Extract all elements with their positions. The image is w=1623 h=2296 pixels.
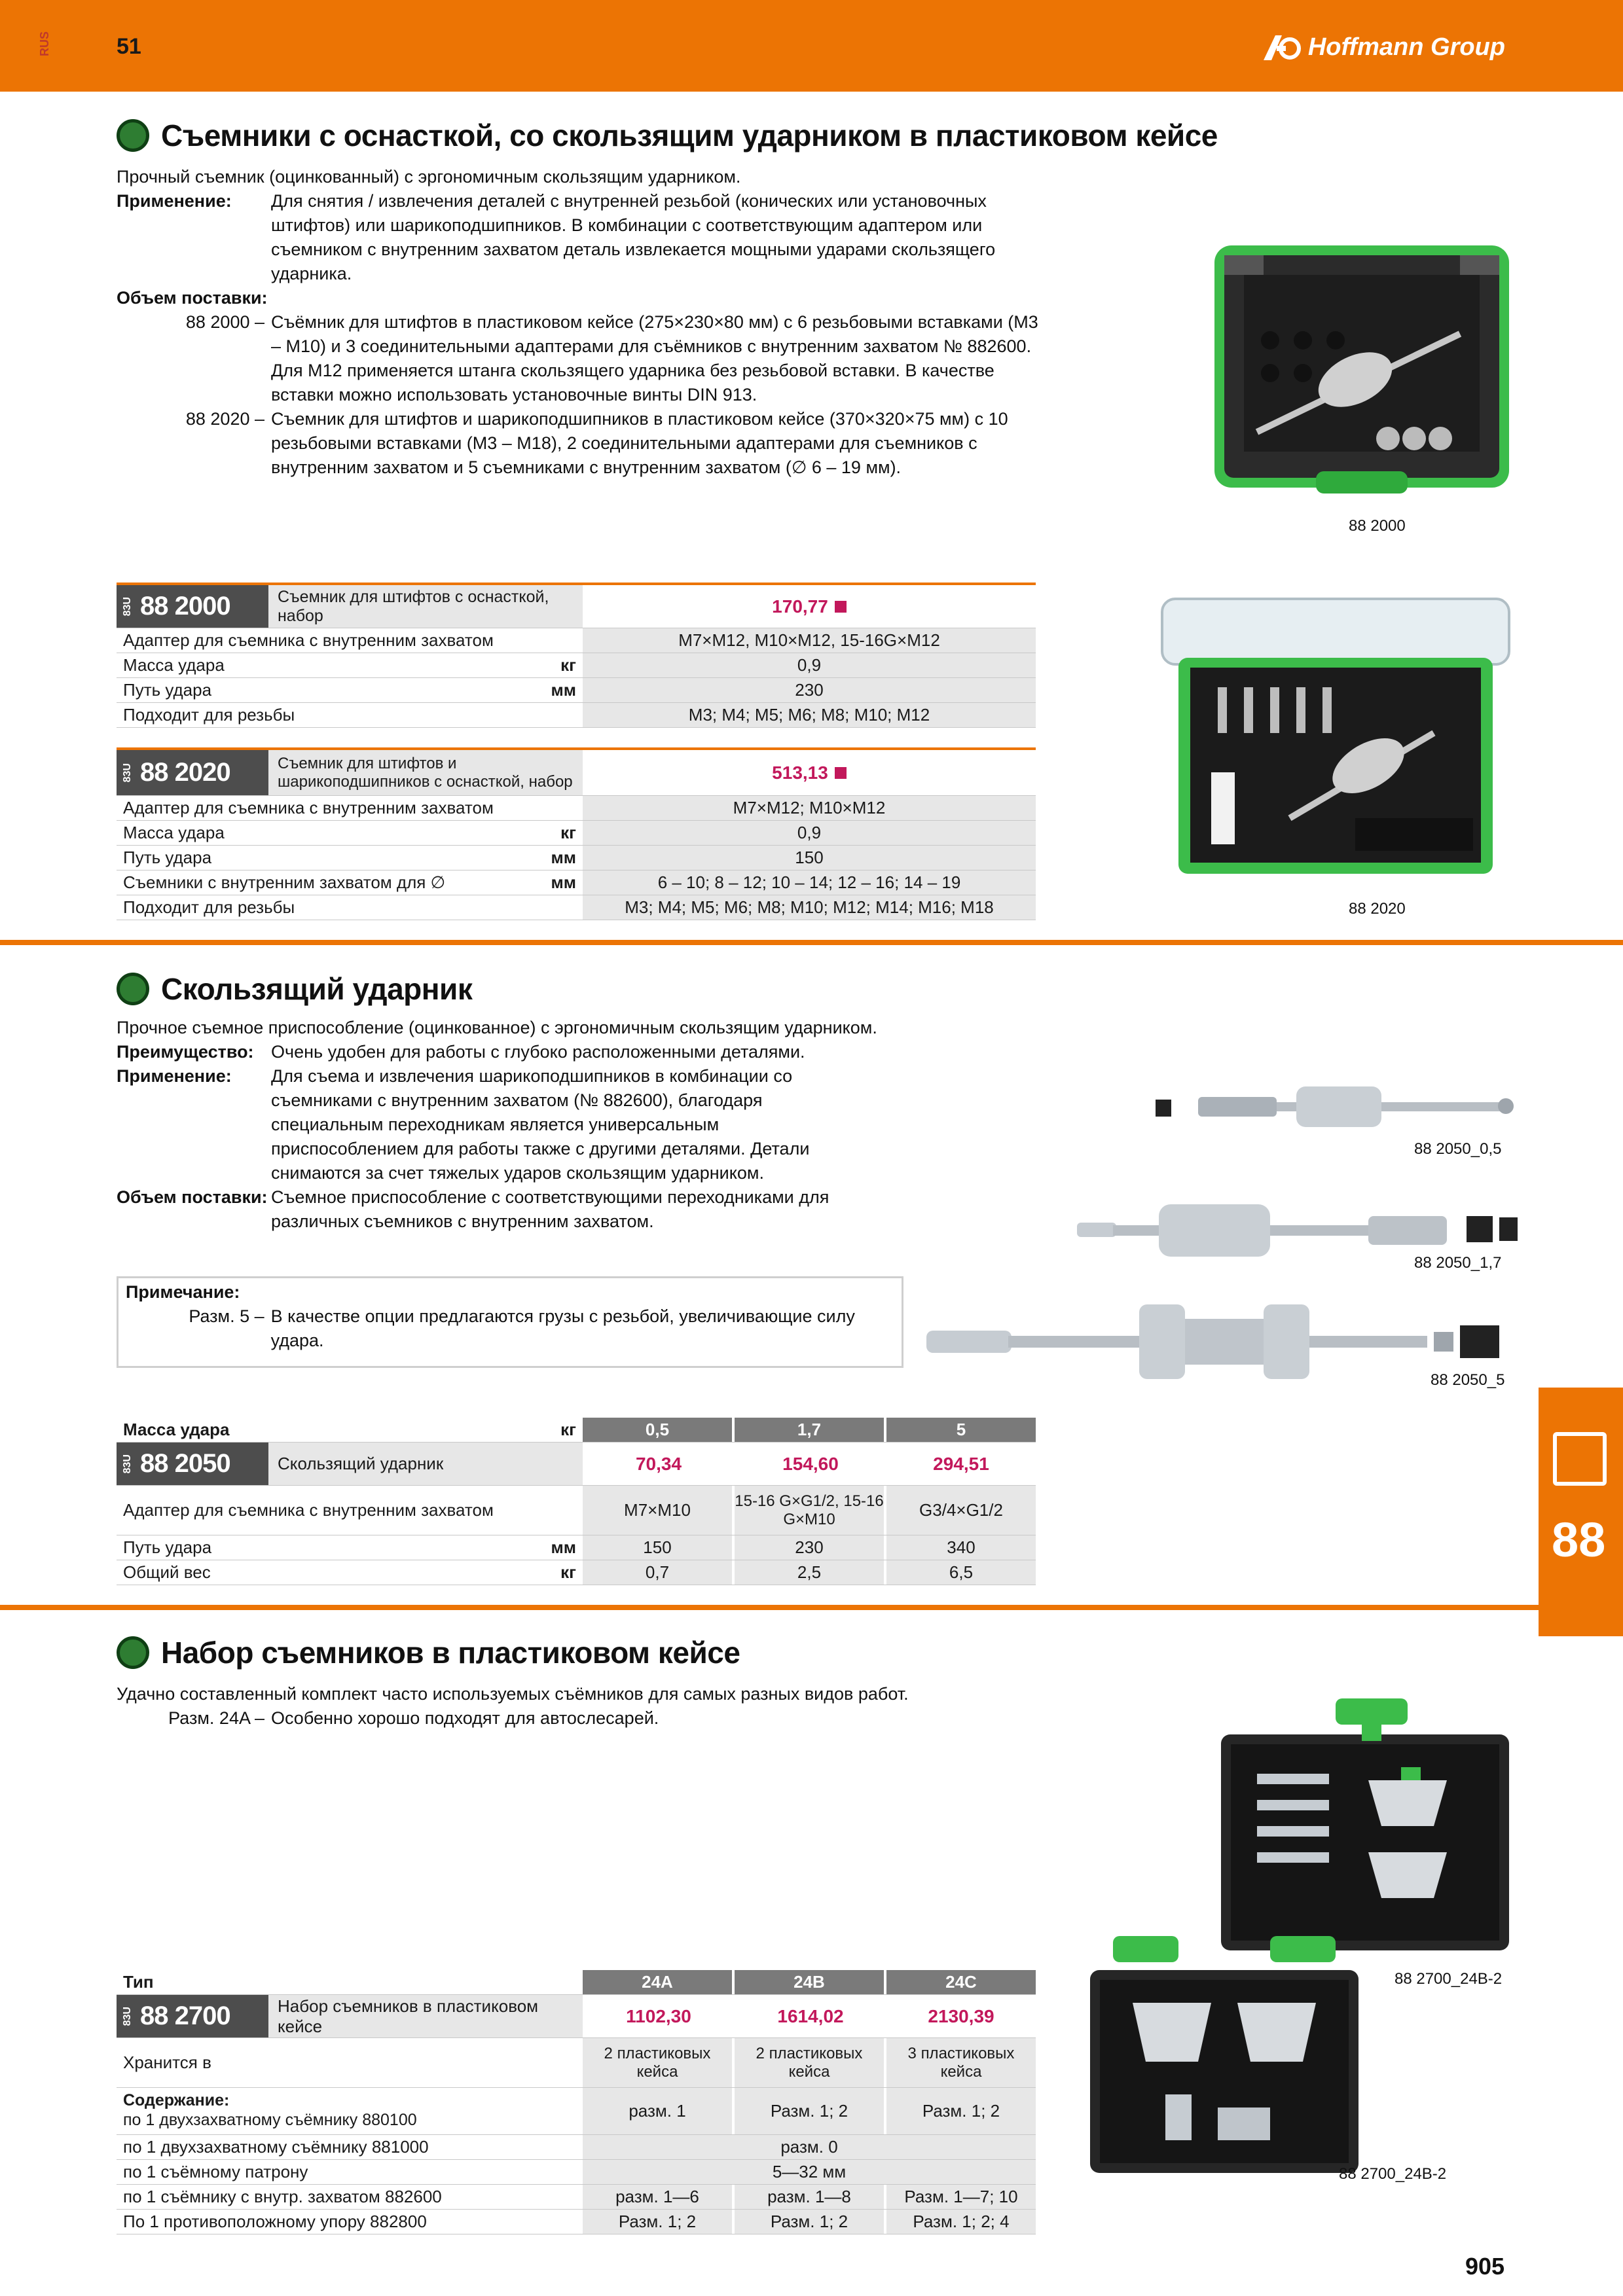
row-unit: мм bbox=[551, 872, 576, 892]
section-body bbox=[117, 165, 1046, 480]
price-marker-icon bbox=[835, 767, 847, 779]
table-row bbox=[117, 2038, 1036, 2088]
image-caption: 88 2700_24B-2 bbox=[1395, 1970, 1503, 1988]
product-name: Скользящий ударник bbox=[268, 1443, 583, 1485]
article-number-value: 88 2000 bbox=[140, 592, 230, 620]
section-bullet-icon bbox=[117, 119, 149, 152]
price: 1614,02 bbox=[777, 2005, 844, 2026]
table-row bbox=[117, 2088, 1036, 2135]
advantage-text: Очень удобен для работы с глубоко расположенными деталями. bbox=[271, 1042, 805, 1062]
supply-label: Объем поставки: bbox=[117, 1187, 268, 1207]
price: 70,34 bbox=[635, 1453, 682, 1474]
row-value: 0,9 bbox=[583, 653, 1036, 677]
section-title-slide-hammer bbox=[117, 971, 472, 1007]
row-label: Адаптер для съемника с внутренним захватом bbox=[123, 630, 494, 650]
row-unit: кг bbox=[560, 655, 576, 675]
row-label: Путь удара bbox=[123, 680, 212, 700]
row-value: разм. 0 bbox=[583, 2135, 1036, 2159]
product-image-882700-a bbox=[1218, 1695, 1512, 1970]
content-cell bbox=[117, 2088, 583, 2134]
size-text: Особенно хорошо подходят для автослесарей. bbox=[271, 1708, 659, 1728]
application-row bbox=[117, 189, 1046, 286]
row-label: Общий вес bbox=[123, 1562, 211, 1582]
row-value: 230 bbox=[583, 678, 1036, 702]
type-header: 24B bbox=[735, 1970, 884, 1994]
row-unit: кг bbox=[560, 823, 576, 842]
row-unit: мм bbox=[551, 1537, 576, 1557]
row-value: M3; M4; M5; M6; M8; M10; M12 bbox=[583, 703, 1036, 727]
row-label: Хранится в bbox=[123, 2053, 211, 2072]
row-value: 6 – 10; 8 – 12; 10 – 14; 12 – 16; 14 – 19 bbox=[583, 870, 1036, 895]
size-code: Разм. 24A – bbox=[168, 1708, 264, 1728]
type-header: 24C bbox=[886, 1970, 1036, 1994]
table-row bbox=[117, 703, 1036, 728]
supply-item bbox=[117, 310, 1046, 407]
application-row bbox=[117, 1064, 902, 1185]
table-row bbox=[117, 750, 1036, 796]
size-header: 1,7 bbox=[735, 1418, 884, 1442]
table-row bbox=[117, 821, 1036, 846]
chapter-number: 88 bbox=[1552, 1513, 1606, 1567]
row-value: 6,5 bbox=[886, 1560, 1036, 1585]
article-number bbox=[117, 585, 268, 628]
article-number bbox=[117, 1995, 268, 2037]
size-note-row bbox=[117, 1706, 1033, 1731]
section-title-puller-set bbox=[117, 1635, 740, 1670]
price: 1102,30 bbox=[626, 2005, 691, 2026]
product-image-882050-5 bbox=[923, 1299, 1519, 1384]
row-value: 2 пластиковых кейса bbox=[583, 2038, 732, 2087]
product-image-882700-b bbox=[1087, 1931, 1362, 2179]
table-row bbox=[117, 1418, 1036, 1443]
row-value: 230 bbox=[735, 1535, 884, 1560]
row-label: Адаптер для съемника с внутренним захватом bbox=[123, 1500, 494, 1520]
price bbox=[583, 750, 1036, 795]
article-number-value: 88 2050 bbox=[140, 1449, 230, 1478]
supply-label: Объем поставки: bbox=[117, 288, 268, 308]
row-value: 2 пластиковых кейса bbox=[735, 2038, 884, 2087]
section-heading: Набор съемников в пластиковом кейсе bbox=[161, 1636, 740, 1670]
product-name: Съемник для штифтов и шарикоподшипников с оснасткой, набор bbox=[268, 750, 583, 795]
supply-text: Съемное приспособление с соответствующими переходниками для различных съемников с внутренним захватом. bbox=[271, 1187, 830, 1231]
section-heading: Съемники с оснасткой, со скользящим ударником в пластиковом кейсе bbox=[161, 118, 1218, 152]
note-row bbox=[126, 1304, 898, 1353]
row-value: разм. 1—8 bbox=[735, 2185, 884, 2209]
row-label: Тип bbox=[123, 1972, 154, 1992]
row-label: Подходит для резьбы bbox=[123, 897, 295, 917]
row-value: разм. 1—6 bbox=[583, 2185, 732, 2209]
spec-table-882700 bbox=[117, 1970, 1036, 2234]
row-label: Путь удара bbox=[123, 1537, 212, 1557]
table-row bbox=[117, 628, 1036, 653]
section-divider bbox=[0, 940, 1623, 945]
row-value: Разм. 1; 2 bbox=[583, 2210, 732, 2234]
row-value: 150 bbox=[583, 846, 1036, 870]
table-row bbox=[117, 895, 1036, 920]
content-label: Содержание: bbox=[123, 2091, 230, 2109]
table-row bbox=[117, 1486, 1036, 1535]
application-label: Применение: bbox=[117, 1066, 232, 1086]
row-unit: мм bbox=[551, 848, 576, 867]
hoffmann-logo-icon bbox=[1262, 33, 1302, 62]
row-value: Разм. 1; 2 bbox=[735, 2210, 884, 2234]
row-value: Разм. 1; 2 bbox=[735, 2088, 884, 2134]
row-unit: кг bbox=[560, 1420, 576, 1439]
image-caption: 88 2700_24B-2 bbox=[1339, 2165, 1447, 2183]
article-number-value: 88 2020 bbox=[140, 758, 230, 787]
row-value: 0,9 bbox=[583, 821, 1036, 845]
row-unit: мм bbox=[551, 680, 576, 700]
image-caption: 88 2050_5 bbox=[1431, 1371, 1505, 1389]
spec-table-882000 bbox=[117, 585, 1036, 728]
brand-name: Hoffmann Group bbox=[1307, 33, 1505, 61]
product-image-882050-1-7 bbox=[1074, 1198, 1519, 1263]
row-label: Подходит для резьбы bbox=[123, 705, 295, 725]
supply-item bbox=[117, 407, 1046, 480]
table-row bbox=[117, 2185, 1036, 2210]
row-value: M3; M4; M5; M6; M8; M10; M12; M14; M16; M18 bbox=[583, 895, 1036, 920]
table-row bbox=[117, 1443, 1036, 1486]
product-name: Съемник для штифтов с оснасткой, набор bbox=[268, 585, 583, 628]
supply-code: 88 2020 – bbox=[185, 409, 264, 429]
note bbox=[126, 1280, 898, 1353]
article-tag: 83U bbox=[122, 596, 133, 617]
row-value: Разм. 1; 2; 4 bbox=[886, 2210, 1036, 2234]
row-value: 3 пластиковых кейса bbox=[886, 2038, 1036, 2087]
table-row bbox=[117, 2160, 1036, 2185]
product-image-882020 bbox=[1159, 596, 1512, 884]
puller-icon bbox=[1553, 1432, 1607, 1486]
row-value: Разм. 1; 2 bbox=[886, 2088, 1036, 2134]
row-label: по 1 двухзахватному съёмнику 881000 bbox=[123, 2137, 429, 2157]
section-bullet-icon bbox=[117, 1636, 149, 1669]
article-number bbox=[117, 1443, 268, 1485]
price-value: 170,77 bbox=[772, 596, 828, 617]
row-label: Съемники с внутренним захватом для ∅ bbox=[123, 872, 446, 892]
intro-text: Удачно составленный комплект часто используемых съёмников для самых разных видов работ. bbox=[117, 1684, 909, 1704]
product-name: Набор съемников в пластиковом кейсе bbox=[268, 1995, 583, 2037]
price bbox=[583, 585, 1036, 628]
row-value: 15-16 G×G1/2, 15-16 G×M10 bbox=[735, 1486, 884, 1535]
table-row bbox=[117, 2210, 1036, 2234]
intro-text: Прочное съемное приспособление (оцинкованное) с эргономичным скользящим ударником. bbox=[117, 1018, 877, 1037]
note-label: Примечание: bbox=[126, 1282, 240, 1302]
brand-logo bbox=[1262, 33, 1505, 62]
price-value: 513,13 bbox=[772, 762, 828, 783]
spec-table-882050 bbox=[117, 1418, 1036, 1585]
price: 2130,39 bbox=[928, 2005, 994, 2026]
type-header: 24A bbox=[583, 1970, 732, 1994]
row-label: Масса удара bbox=[123, 655, 225, 675]
page-number-top: 51 bbox=[117, 34, 141, 59]
image-caption: 88 2050_0,5 bbox=[1414, 1140, 1502, 1158]
section-title-pullers bbox=[117, 118, 1218, 153]
price-marker-icon bbox=[835, 601, 847, 613]
application-text: Для съема и извлечения шарикоподшипников в комбинации со съемниками с внутренним захватом (№ 882600), благодаря специальным переходникам является универсальным приспособлением для работы также с другими деталями. Детали снимаются за счет тяжелых ударов скользящим ударником. bbox=[271, 1066, 810, 1183]
chapter-tab bbox=[1539, 1388, 1623, 1636]
supply-text: Съемник для штифтов и шарикоподшипников в пластиковом кейсе (370×320×75 мм) с 10 резьбовыми вставками (M3 – M18), 2 соединительными адаптерами для съемников с внутренним захватом и 5 съемниками с внутренним захватом (∅ 6 – 19 мм). bbox=[271, 409, 1008, 477]
row-label: Адаптер для съемника с внутренним захватом bbox=[123, 798, 494, 817]
size-header: 0,5 bbox=[583, 1418, 732, 1442]
row-label: Путь удара bbox=[123, 848, 212, 867]
article-number-value: 88 2700 bbox=[140, 2001, 230, 2030]
application-text: Для снятия / извлечения деталей с внутренней резьбой (конических или установочных штифтов) или шарикоподшипников. В комбинации с соответствующим адаптером или съемником с внутренним захватом деталь извлекается мощными ударами скользящего ударника. bbox=[271, 191, 996, 283]
table-row bbox=[117, 1995, 1036, 2038]
table-row bbox=[117, 2135, 1036, 2160]
intro-text: Прочный съемник (оцинкованный) с эргономичным скользящим ударником. bbox=[117, 167, 741, 187]
section-body bbox=[117, 1682, 1033, 1731]
product-image-882050-0-5 bbox=[1152, 1080, 1519, 1139]
row-label: Масса удара bbox=[123, 1420, 230, 1439]
row-value: G3/4×G1/2 bbox=[886, 1486, 1036, 1535]
row-value: Разм. 1—7; 10 bbox=[886, 2185, 1036, 2209]
note-code: Разм. 5 – bbox=[189, 1306, 264, 1326]
supply-row bbox=[117, 1185, 902, 1234]
language-code: RUS bbox=[38, 31, 51, 57]
table-row bbox=[117, 846, 1036, 870]
page-number-bottom: 905 bbox=[1465, 2253, 1505, 2280]
article-tag: 83U bbox=[122, 762, 133, 783]
table-row bbox=[117, 1535, 1036, 1560]
application-label: Применение: bbox=[117, 191, 232, 211]
section-divider bbox=[0, 1605, 1623, 1610]
row-label: по 1 съёмнику с внутр. захватом 882600 bbox=[123, 2187, 442, 2206]
image-caption: 88 2000 bbox=[1349, 517, 1406, 535]
row-label: Масса удара bbox=[123, 823, 225, 842]
product-image-882000 bbox=[1211, 236, 1512, 497]
image-caption: 88 2020 bbox=[1349, 900, 1406, 918]
section-body bbox=[117, 1016, 902, 1234]
table-row bbox=[117, 1560, 1036, 1585]
row-value: 150 bbox=[583, 1535, 732, 1560]
row-label: По 1 противоположному упору 882800 bbox=[123, 2212, 427, 2231]
table-row bbox=[117, 796, 1036, 821]
row-value: M7×M12, M10×M12, 15-16G×M12 bbox=[583, 628, 1036, 653]
row-value: 2,5 bbox=[735, 1560, 884, 1585]
supply-text: Съёмник для штифтов в пластиковом кейсе (275×230×80 мм) с 6 резьбовыми вставками (M3 – M10) и 3 соединительными адаптерами для съёмников с внутренним захватом № 882600. Для M12 применяется штанга скользящего ударника без резьбовой вставки. В качестве вставки можно использовать установочные винты DIN 913. bbox=[271, 312, 1038, 404]
supply-code: 88 2000 – bbox=[185, 312, 264, 332]
row-value: 5—32 мм bbox=[583, 2160, 1036, 2184]
article-tag: 83U bbox=[122, 2006, 133, 2026]
price: 154,60 bbox=[782, 1453, 839, 1474]
section-heading: Скользящий ударник bbox=[161, 972, 473, 1006]
row-value: разм. 1 bbox=[583, 2088, 732, 2134]
table-row bbox=[117, 653, 1036, 678]
row-unit: кг bbox=[560, 1562, 576, 1582]
table-row bbox=[117, 1970, 1036, 1995]
size-header: 5 bbox=[886, 1418, 1036, 1442]
advantage-label: Преимущество: bbox=[117, 1042, 254, 1062]
row-label: по 1 съёмному патрону bbox=[123, 2162, 308, 2181]
table-row bbox=[117, 678, 1036, 703]
row-value: M7×M12; M10×M12 bbox=[583, 796, 1036, 820]
table-row bbox=[117, 585, 1036, 628]
article-number bbox=[117, 750, 268, 795]
section-bullet-icon bbox=[117, 973, 149, 1005]
row-label: по 1 двухзахватному съёмнику 880100 bbox=[123, 2111, 417, 2129]
price: 294,51 bbox=[933, 1453, 989, 1474]
advantage-row bbox=[117, 1040, 902, 1064]
row-value: 340 bbox=[886, 1535, 1036, 1560]
image-caption: 88 2050_1,7 bbox=[1414, 1254, 1502, 1272]
spec-table-882020 bbox=[117, 750, 1036, 920]
row-value: M7×M10 bbox=[583, 1486, 732, 1535]
article-tag: 83U bbox=[122, 1454, 133, 1474]
note-text: В качестве опции предлагаются грузы с резьбой, увеличивающие силу удара. bbox=[270, 1306, 855, 1350]
row-value: 0,7 bbox=[583, 1560, 732, 1585]
table-row bbox=[117, 870, 1036, 895]
